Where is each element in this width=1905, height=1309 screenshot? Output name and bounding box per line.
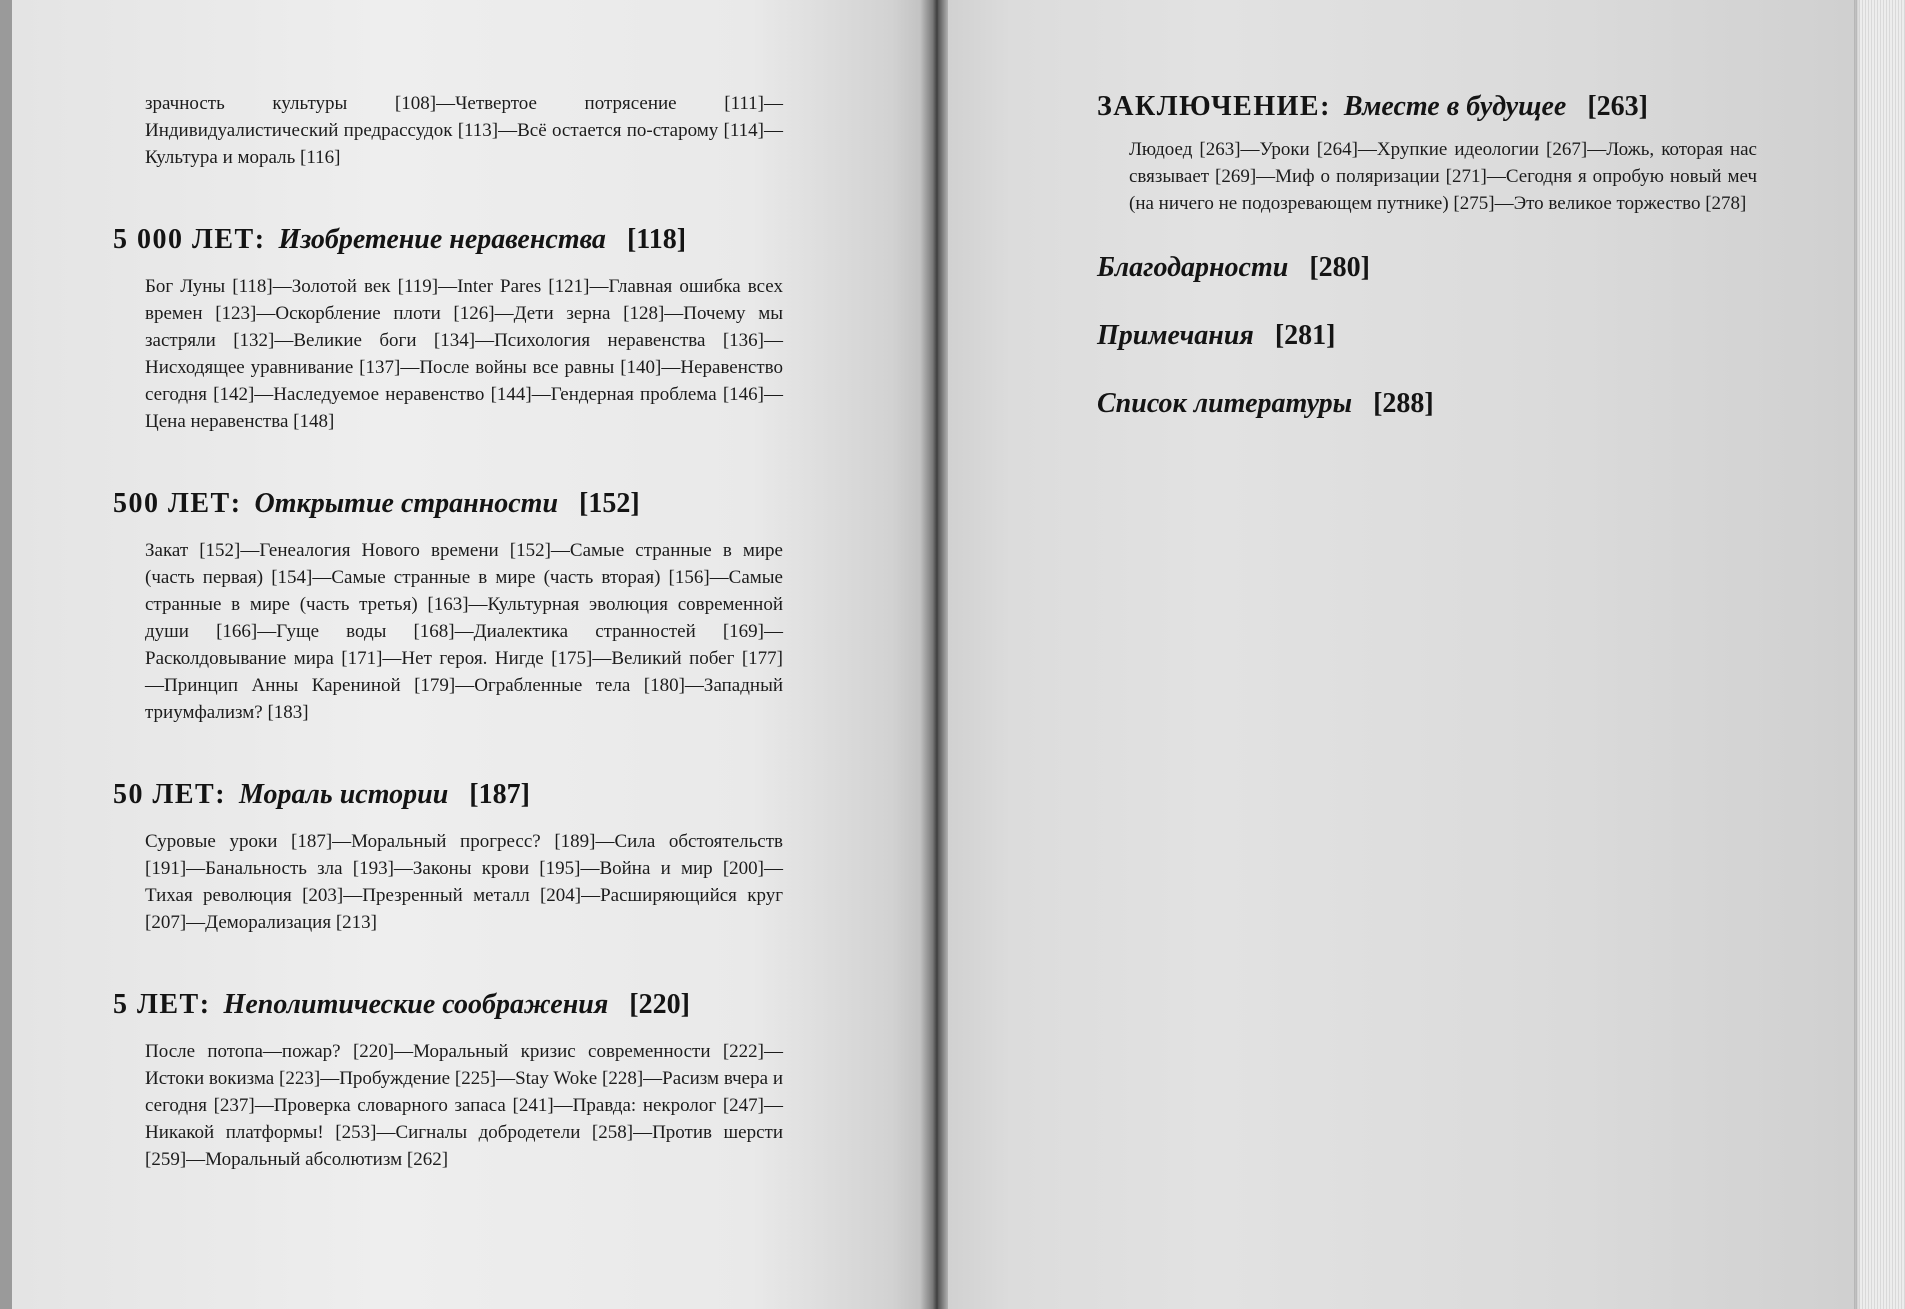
- toc-section: [113, 223, 783, 435]
- section-heading: [113, 487, 783, 521]
- conclusion-heading: [1097, 90, 1757, 124]
- back-matter-heading: [1097, 387, 1757, 421]
- back-matter-heading: [1097, 251, 1757, 285]
- back-matter-heading: [1097, 319, 1757, 353]
- section-title: Мораль истории: [239, 779, 449, 810]
- section-entries: Бог Луны [118]—Золотой век [119]—Inter Pares [121]—Главная ошибка всех времен [123]—Оскорбление плоти [126]—Дети зерна [128]—Почему мы застряли [132]—Великие боги [134]—Психология неравенства [136]—Нисходящее уравнивание [137]—После войны все равны [140]—Неравенство сегодня [142]—Наследуемое неравенство [144]—Гендерная проблема [146]—Цена неравенства [148]: [145, 276, 783, 432]
- section-page-number: [152]: [579, 488, 640, 519]
- section-entries: Суровые уроки [187]—Моральный прогресс? [189]—Сила обстоятельств [191]—Банальность зла [193]—Законы крови [195]—Война и мир [200]—Тихая революция [203]—Презренный металл [204]—Расширяющийся круг [207]—Деморализация [213]: [145, 831, 783, 933]
- section-heading: [113, 223, 783, 257]
- section-page-number: [118]: [626, 224, 687, 255]
- conclusion-title: Вместе в будущее: [1343, 91, 1567, 122]
- section-label: 5 ЛЕТ:: [113, 989, 211, 1020]
- section-page-number: [187]: [469, 779, 530, 810]
- back-matter-page-number: [281]: [1274, 320, 1336, 351]
- section-label: 50 ЛЕТ:: [113, 779, 227, 810]
- section-title: Изобретение неравенства: [278, 224, 606, 255]
- section-title: Неполитические соображения: [223, 989, 609, 1020]
- right-page-content: [1097, 90, 1757, 421]
- back-matter-bibliography: [1097, 387, 1757, 421]
- toc-section: [113, 778, 783, 936]
- section-heading: [113, 778, 783, 812]
- gutter-shadow: [920, 0, 948, 1309]
- back-matter-acknowledgements: [1097, 251, 1757, 285]
- continued-entries: зрачность культуры [108]—Четвертое потрясение [111]—Индивидуалистический предрассудок [113]—Всё остается по-старому [114]—Культура и мораль [116]: [145, 93, 783, 168]
- section-label: 500 ЛЕТ:: [113, 488, 242, 519]
- section-entries: Закат [152]—Генеалогия Нового времени [152]—Самые странные в мире (часть первая) [154]—Самые странные в мире (часть вторая) [156]—Самые странные в мире (часть третья) [163]—Культурная эволюция современной души [166]—Гуще воды [168]—Диалектика странностей [169]—Расколдовывание мира [171]—Нет героя. Нигде [175]—Великий побег [177]—Принцип Анны Карениной [179]—Ограбленные тела [180]—Западный триумфализм? [183]: [145, 540, 783, 723]
- back-matter-title: Примечания: [1097, 320, 1254, 351]
- section-page-number: [220]: [629, 989, 690, 1020]
- toc-section: [113, 487, 783, 726]
- back-matter-title: Благодарности: [1097, 252, 1289, 283]
- section-title: Открытие странности: [254, 488, 559, 519]
- conclusion-page-number: [263]: [1587, 91, 1648, 122]
- page-edges: [1854, 0, 1905, 1309]
- conclusion-section: [1097, 90, 1757, 217]
- conclusion-entries: Людоед [263]—Уроки [264]—Хрупкие идеологии [267]—Ложь, которая нас связывает [269]—Миф о поляризации [271]—Сегодня я опробую новый меч (на ничего не подозревающем путнике) [275]—Это великое торжество [278]: [1129, 139, 1757, 214]
- back-matter-title: Список литературы: [1097, 388, 1353, 419]
- section-label: 5 000 ЛЕТ:: [113, 224, 266, 255]
- section-entries: После потопа—пожар? [220]—Моральный кризис современности [222]—Истоки вокизма [223]—Пробуждение [225]—Stay Woke [228]—Расизм вчера и сегодня [237]—Проверка словарного запаса [241]—Правда: некролог [247]—Никакой платформы! [253]—Сигналы добродетели [258]—Против шерсти [259]—Моральный абсолютизм [262]: [145, 1041, 783, 1170]
- back-matter-page-number: [288]: [1373, 388, 1434, 419]
- left-page-content: [113, 90, 783, 1173]
- section-heading: [113, 988, 783, 1022]
- back-matter-notes: [1097, 319, 1757, 353]
- toc-section: [113, 988, 783, 1173]
- conclusion-label: ЗАКЛЮЧЕНИЕ:: [1097, 91, 1331, 122]
- back-matter-page-number: [280]: [1309, 252, 1370, 283]
